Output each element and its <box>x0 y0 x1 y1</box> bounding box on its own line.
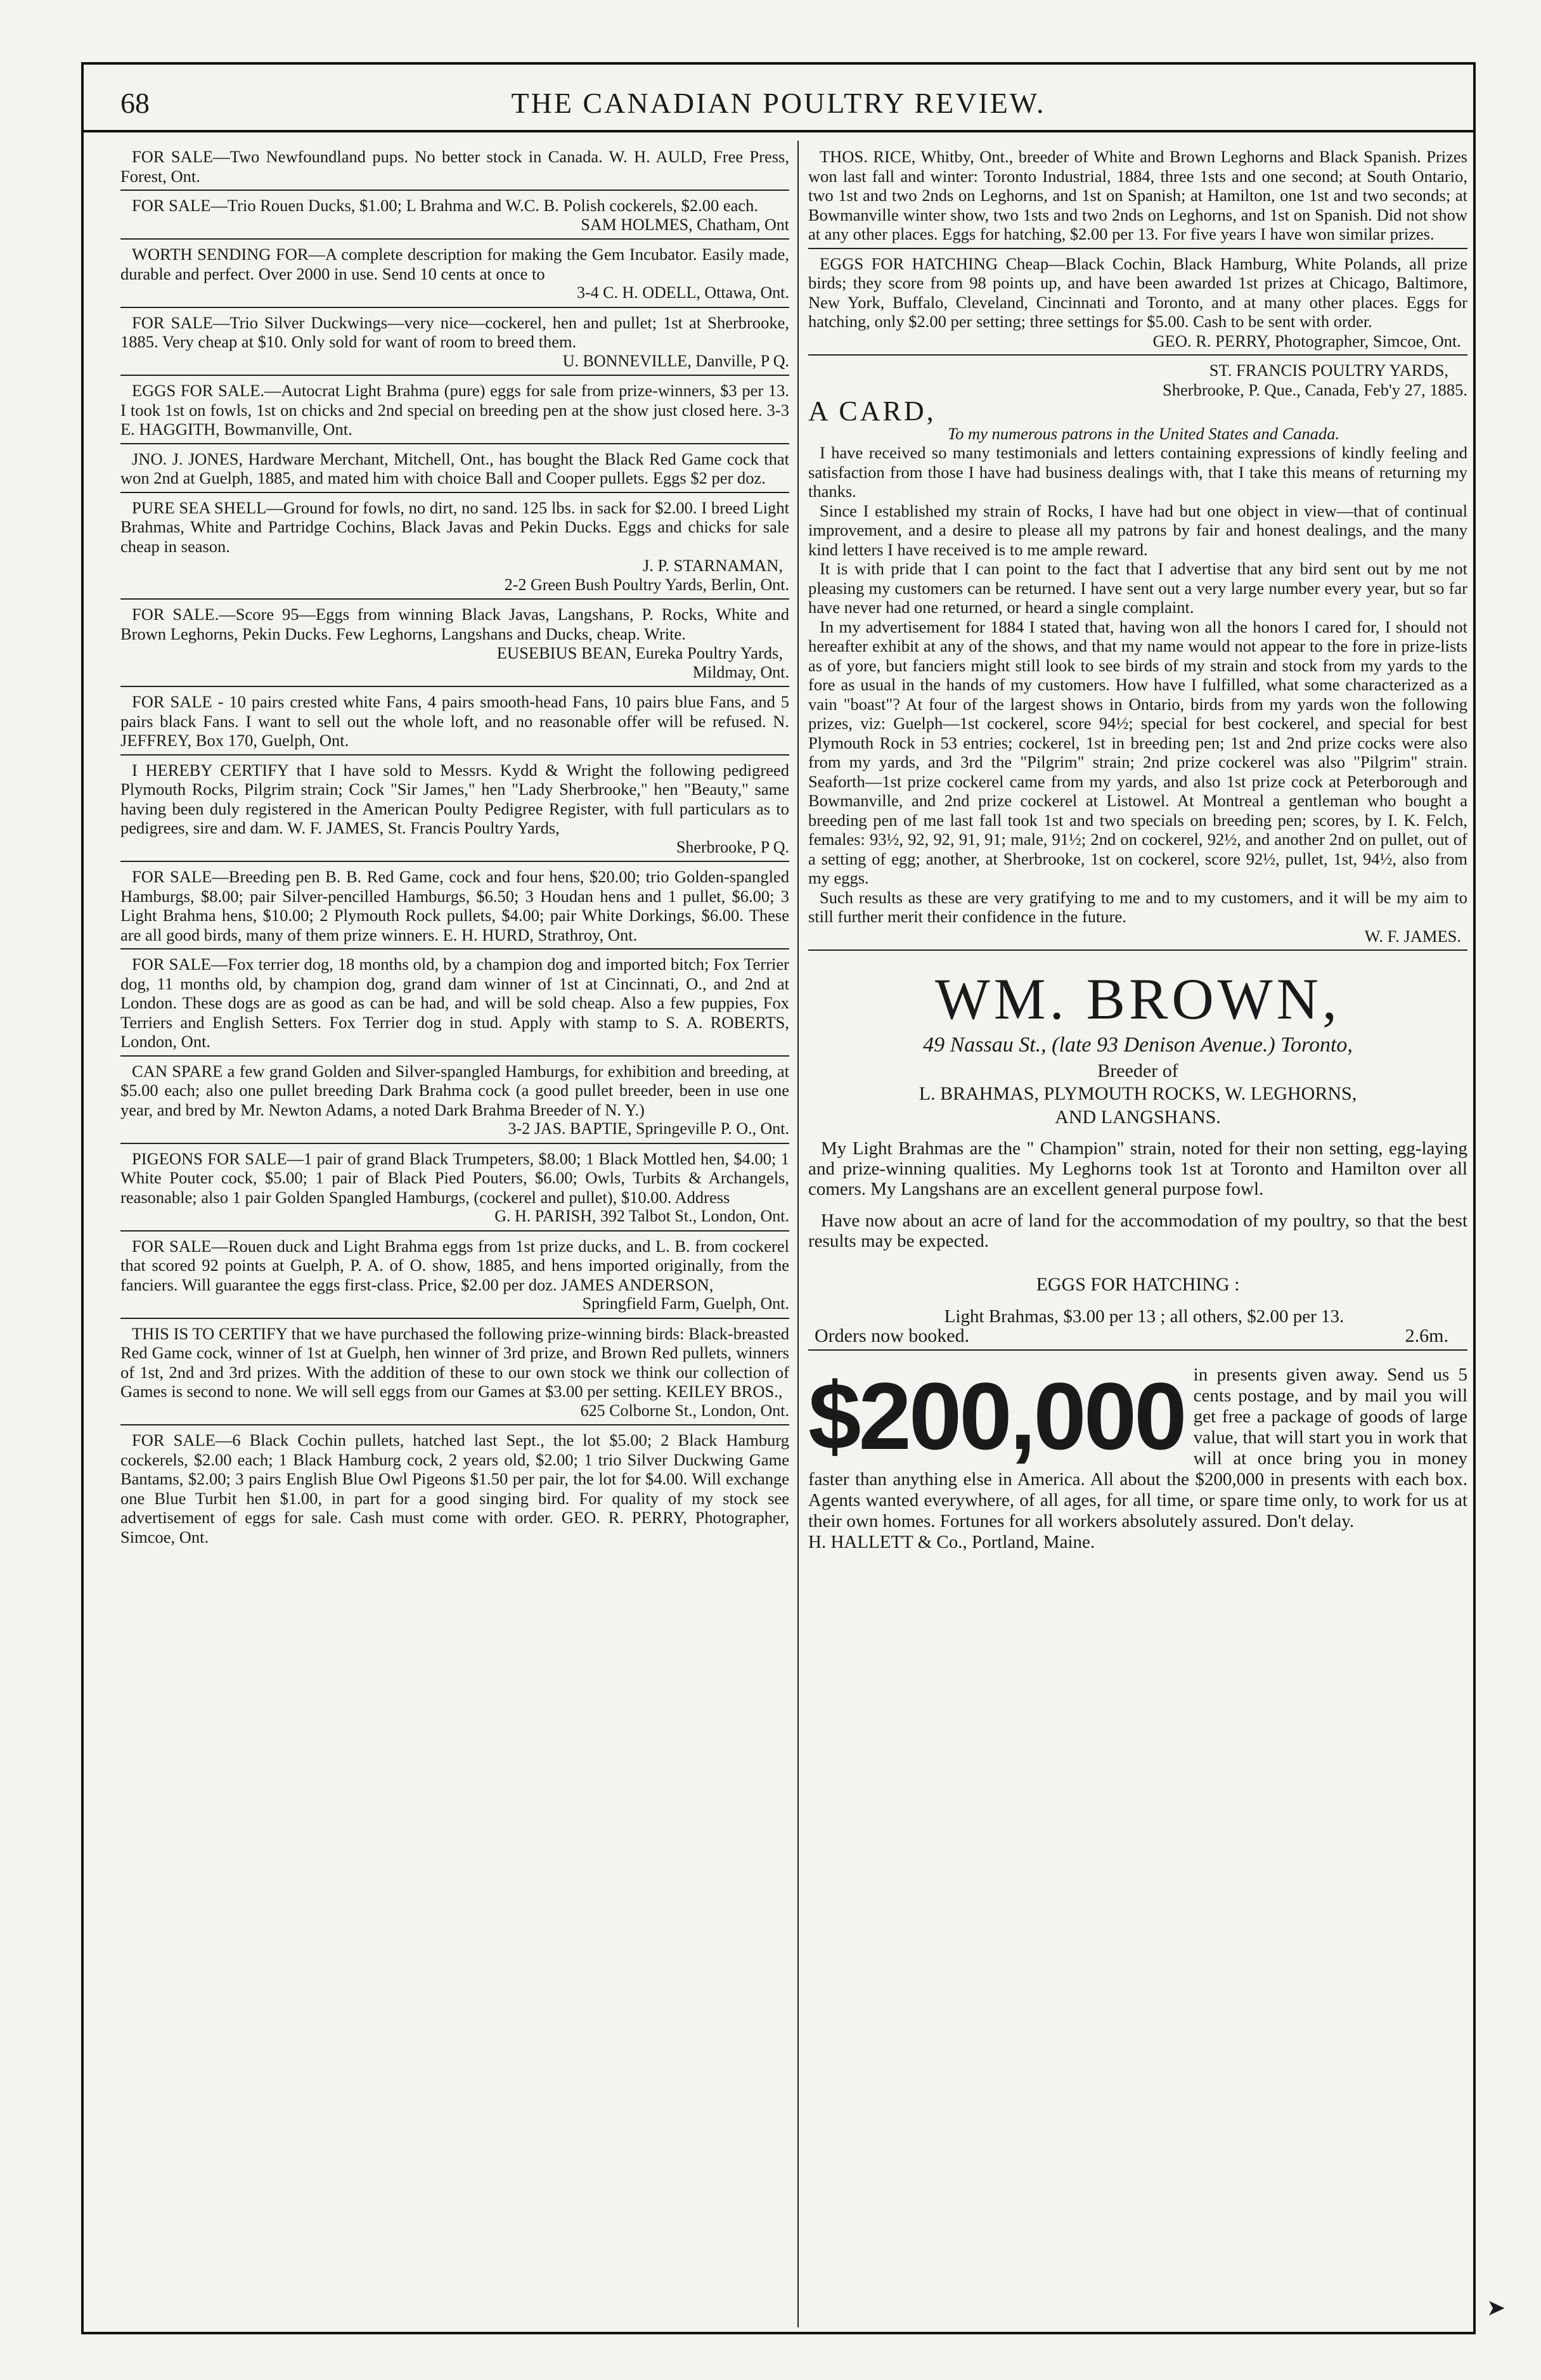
margin-arrow-icon: ➤ <box>1486 2295 1506 2320</box>
card-paragraph: Since I established my strain of Rocks, I have had but one object in view—that of continual improvement, and a desire to please all my patrons by fair and honest dealings, and the many kind letters I have received is to me ample reward. <box>808 501 1467 559</box>
rice-ad <box>808 145 1467 249</box>
classified-ad <box>120 1059 789 1144</box>
card-heading: ST. FRANCIS POULTRY YARDS, <box>1209 361 1448 380</box>
ad-text: FOR SALE - 10 pairs crested white Fans, 4 pairs smooth-head Fans, 10 pairs blue Fans, and 5 pairs black Fans. I want to sell out the whole loft, and no reasonable offer will be refused. N. JEFFREY, Box 170, Guelph, Ont. <box>120 692 789 750</box>
brown-breeds: L. BRAHMAS, PLYMOUTH ROCKS, W. LEGHORNS, <box>919 1083 1357 1104</box>
classified-ad <box>120 1322 789 1426</box>
eggs-price: Light Brahmas, $3.00 per 13 ; all others, $2.00 per 13. <box>944 1306 1344 1327</box>
brown-address: 49 Nassau St., (late 93 Denison Avenue.) Toronto, <box>923 1033 1353 1057</box>
card-signature: W. F. JAMES. <box>1364 926 1461 946</box>
brown-paragraph: Have now about an acre of land for the accommodation of my poultry, so that the best results may be expected. <box>808 1211 1467 1251</box>
classified-ad <box>120 1428 789 1550</box>
eggs-note-text: Orders now booked. <box>815 1325 970 1346</box>
eggs-heading: EGGS FOR HATCHING : <box>1036 1274 1240 1295</box>
ad-text: FOR SALE—Two Newfoundland pups. No better stock in Canada. W. H. AULD, Free Press, Forest, Ont. <box>120 147 789 186</box>
ad-text: FOR SALE—Rouen duck and Light Brahma eggs from 1st prize ducks, and L. B. from cockerel that scored 92 points at Guelph, P. A. of O. show, 1885, and hens imported originally, from the fanciers. Will guarantee the eggs first-class. Price, $2.00 per doz. JAMES ANDERSON, <box>120 1236 789 1294</box>
classified-ad <box>120 952 789 1057</box>
brown-paragraph: My Light Brahmas are the " Champion" strain, noted for their non setting, egg-laying and prize-winning qualities. My Leghorns took 1st at Toronto and Hamilton over all comers. My Langshans are an excellent general purpose fowl. <box>808 1138 1467 1199</box>
classified-ad <box>120 1147 789 1232</box>
card-subtitle: To my numerous patrons in the United States and Canada. <box>947 423 1340 443</box>
page-number: 68 <box>120 87 150 119</box>
brown-breeds-line2: AND LANGSHANS. <box>1055 1106 1221 1128</box>
ad-signature-line2: Mildmay, Ont. <box>692 662 789 681</box>
running-title: THE CANADIAN POULTRY REVIEW. <box>511 87 1046 119</box>
left-column <box>120 145 789 1553</box>
big-prize-figure: $200,000 <box>808 1363 1185 1469</box>
brown-name: WM. BROWN, <box>934 967 1341 1031</box>
page-header <box>81 82 1476 127</box>
card-paragraph: I have received so many testimonials and letters containing expressions of kindly feeling and satisfaction from those I have had business dealings with, that I take this means of returning my thanks. <box>808 443 1467 501</box>
eggs-note <box>808 1327 1467 1346</box>
right-column <box>808 145 1467 1553</box>
ad-text: THIS IS TO CERTIFY that we have purchased the following prize-winning birds: Black-breasted Red Game cock, winner of 1st at Guelph, hen winner of 3rd prize, and Brown Red pullets, winners of 1st, 2nd and 3rd prizes. With the addition of these to our own stock we think our collection of Games is second to none. We will sell eggs from our Games at $3.00 per setting. KEILEY BROS., <box>120 1323 789 1401</box>
ad-signature: 3-2 JAS. BAPTIE, Springeville P. O., Ont. <box>508 1119 789 1138</box>
ad-text: PURE SEA SHELL—Ground for fowls, no dirt, no sand. 125 lbs. in sack for $2.00. I breed Light Brahmas, White and Partridge Cochins, Black Javas and Pekin Ducks. Eggs and chicks for sale cheap in season. <box>120 498 789 556</box>
classified-ad <box>120 145 789 191</box>
hallett-text: in presents given away. Send us 5 cents postage, and by mail you will get free a package of goods of large value, that will start you in work that will at once bring you in money faster than anything else in America. All about the $200,000 in presents with each box. Agents wanted everywhere, of all ages, for all time, or spare time only, to work for us at their own homes. Fortunes for all workers absolutely assured. Don't delay. <box>808 1365 1467 1531</box>
classified-ad <box>120 865 789 949</box>
ad-signature-line2: Sherbrooke, P Q. <box>676 837 789 856</box>
classified-ad <box>120 690 789 756</box>
ad-text: FOR SALE—Trio Rouen Ducks, $1.00; L Brahma and W.C. B. Polish cockerels, $2.00 each. <box>132 196 759 215</box>
ad-text: EGGS FOR SALE.—Autocrat Light Brahma (pure) eggs for sale from prize-winners, $3 per 13. I took 1st on fowls, 1st on chicks and 2nd special on breeding pen at the show just closed here. 3-3 E. HAGGITH, Bowmanville, Ont. <box>120 381 789 439</box>
brown-ad <box>808 953 1467 1351</box>
ad-signature: EUSEBIUS BEAN, Eureka Poultry Yards, <box>496 643 783 662</box>
card-paragraph: In my advertisement for 1884 I stated that, having won all the honors I cared for, I should not hereafter exhibit at any of the shows, and that my name would not appear to the fore in prize-lists as of yore, but fanciers might still look to see birds of my strain and stock from my yards to the fore as usual in the hands of my customers. How have I fulfilled, what some characterized as a vain "boast"? At four of the largest shows in Ontario, birds from my yards won the following prizes, viz: Guelph—1st cockerel, score 94½; special for best cockerel, and special for best Plymouth Rock in 53 entries; cockerel, 1st in breeding pen; 1st and 2nd prize cocks were also from my yards, and 3rd the "Pilgrim" strain; 2nd prize cockerel was also "Pilgrim" strain. Seaforth—1st prize cockerel came from my yards, and also 1st prize cock at Peterborough and Bowmanville, and 2nd prize cockerel at Listowel. At Montreal a gentleman who bought a breeding pen of me last fall took 1st and two specials on breeding pen; scores, by I. K. Felch, females: 93½, 92, 92, 91, 91; male, 91½; 2nd on cockerel, 92½, and another 2nd on pullet, out of a setting of egg; another, at Sherbrooke, 1st on cockerel, score 92½, pullet, 1st, 94½, also from my eggs. <box>808 617 1467 887</box>
ad-signature: 3-4 C. H. ODELL, Ottawa, Ont. <box>576 283 789 302</box>
ad-text: JNO. J. JONES, Hardware Merchant, Mitchell, Ont., has bought the Black Red Game cock that won 2nd at Guelph, 1885, and mated him with choice Ball and Cooper pullets. Eggs $2 per doz. <box>120 449 789 487</box>
card-dateline: Sherbrooke, P. Que., Canada, Feb'y 27, 1885. <box>1163 380 1467 399</box>
ad-signature: U. BONNEVILLE, Danville, P Q. <box>562 351 789 370</box>
ad-signature-line2: 625 Colborne St., London, Ont. <box>580 1401 789 1420</box>
ad-signature: G. H. PARISH, 392 Talbot St., London, Ont. <box>494 1207 789 1225</box>
classified-ad <box>120 496 789 600</box>
hallett-signature: H. HALLETT & Co., Portland, Maine. <box>808 1532 1095 1552</box>
classified-ad <box>120 447 789 493</box>
classified-ad <box>120 602 789 687</box>
ad-signature: SAM HOLMES, Chatham, Ont <box>581 215 789 234</box>
classified-ad <box>120 242 789 308</box>
ad-signature-line2: 2-2 Green Bush Poultry Yards, Berlin, Ont. <box>504 575 789 594</box>
classified-ad <box>120 378 789 444</box>
brown-breeder-label: Breeder of <box>1097 1060 1178 1081</box>
column-divider <box>797 141 799 2327</box>
ad-text: WORTH SENDING FOR—A complete description for making the Gem Incubator. Easily made, durable and perfect. Over 2000 in use. Send 10 cents at once to <box>120 245 789 283</box>
classified-ad <box>120 758 789 863</box>
perry-eggs-ad <box>808 252 1467 356</box>
hallett-ad <box>808 1365 1467 1553</box>
ad-text: FOR SALE.—Score 95—Eggs from winning Black Javas, Langshans, P. Rocks, White and Brown Leghorns, Pekin Ducks. Few Leghorns, Langshans and Ducks, cheap. Write. <box>120 605 789 643</box>
ad-text: I HEREBY CERTIFY that I have sold to Messrs. Kydd & Wright the following pedigreed Plymouth Rocks, Pilgrim strain; Cock "Sir James," hen "Lady Sherbrooke," hen "Beauty," same having been duly registered in the American Poulty Pedigree Register, with full particulars as to pedigrees, sire and dam. W. F. JAMES, St. Francis Poultry Yards, <box>120 760 789 837</box>
ad-text: FOR SALE—Fox terrier dog, 18 months old, by a champion dog and imported bitch; Fox Terrier dog, 11 months old, by champion dog, grand dam winner of 1st at Cincinnati, O., and 2nd at London. These dogs are as good as can be had, and will be sold cheap. Also a few puppies, Fox Terriers and English Setters. Fox Terrier dog in stud. Apply with stamp to S. A. ROBERTS, London, Ont. <box>120 955 789 1051</box>
ad-text: FOR SALE—Breeding pen B. B. Red Game, cock and four hens, $20.00; trio Golden-spangled Hamburgs, $8.00; pair Silver-pencilled Hamburgs, $6.50; 3 Houdan hens and 1 pullet, $6.00; 3 Light Brahma hens, $10.00; 2 Plymouth Rock pullets, $4.00; pair White Dorkings, $6.00. These are all good birds, many of them prize winners. E. H. HURD, Strathroy, Ont. <box>120 867 789 944</box>
card-paragraph: Such results as these are very gratifying to me and to my customers, and it will be my aim to still further merit their confidence in the future. <box>808 887 1467 926</box>
classified-ad <box>120 193 789 240</box>
ad-text: FOR SALE—Trio Silver Duckwings—very nice—cockerel, hen and pullet; 1st at Sherbrooke, 1885. Very cheap at $10. Only sold for want of room to breed them. <box>120 312 789 351</box>
ad-text: EGGS FOR HATCHING Cheap—Black Cochin, Black Hamburg, White Polands, all prize birds; they score from 98 points up, and have been awarded 1st prizes at Chicago, Baltimore, New York, Buffalo, Cleveland, Cincinnati and Toronto, and at many other places. Eggs for hatching, only $2.00 per setting; three settings for $5.00. Cash to be sent with order. <box>808 254 1467 331</box>
header-rule <box>81 130 1476 132</box>
classified-ad <box>120 1234 789 1319</box>
ad-text: FOR SALE—6 Black Cochin pullets, hatched last Sept., the lot $5.00; 2 Black Hamburg cockerels, $2.00 each; 1 Black Hamburg cock, 2 years old, $2.00; 1 trio Silver Duckwing Game Bantams, $2.00; 3 pairs English Blue Owl Pigeons $1.50 per pair, the lot for $4.00. Will exchange one Blue Turbit hen $1.00, in part for a good singing bird. For quality of my stock see advertisement of eggs for sale. Cash must come with order. GEO. R. PERRY, Photographer, Simcoe, Ont. <box>120 1431 789 1547</box>
ad-signature: J. P. STARNAMAN, <box>643 556 783 575</box>
card-title: A CARD, <box>808 396 936 427</box>
ad-text: PIGEONS FOR SALE—1 pair of grand Black Trumpeters, $8.00; 1 Black Mottled hen, $4.00; 1 White Pouter cock, $5.00; 1 pair of Black Pied Pouters, $6.00; Owls, Turbits & Archangels, reasonable; also 1 pair Golden Spangled Hamburgs, (cockerel and pullet), $10.00. Address <box>120 1148 789 1207</box>
eggs-note-code: 2.6m. <box>1405 1325 1448 1346</box>
card-paragraph: It is with pride that I can point to the fact that I advertise that any bird sent out by me not pleasing my customers can be returned. I have sent out a very large number every year, but so far have never had one returned, or heard a single complaint. <box>808 559 1467 617</box>
james-card-ad <box>808 358 1467 951</box>
classified-ad <box>120 311 789 376</box>
ad-signature-line2: Springfield Farm, Guelph, Ont. <box>582 1294 789 1313</box>
ad-text: CAN SPARE a few grand Golden and Silver-spangled Hamburgs, for exhibition and breeding, at $5.00 each; also one pullet breeding Dark Brahma cock (a good pullet breeder, been in use one year, and bred by Mr. Newton Adams, a noted Dark Brahma Breeder of N. Y.) <box>120 1061 789 1119</box>
ad-signature: GEO. R. PERRY, Photographer, Simcoe, Ont. <box>1152 331 1461 351</box>
ad-text: THOS. RICE, Whitby, Ont., breeder of White and Brown Leghorns and Black Spanish. Prizes won last fall and winter: Toronto Industrial, 1884, three 1sts and one second; at South Ontario, two 1st and two 2nds on Leghorns, and 1st on Spanish; at Hamilton, one 1st and two seconds; at Bowmanville winter show, two 1sts and two 2nds on Leghorns, and 1st on Spanish. Did not show at any other places. Eggs for hatching, $2.00 per 13. For five years I have won similar prizes. <box>808 147 1467 243</box>
